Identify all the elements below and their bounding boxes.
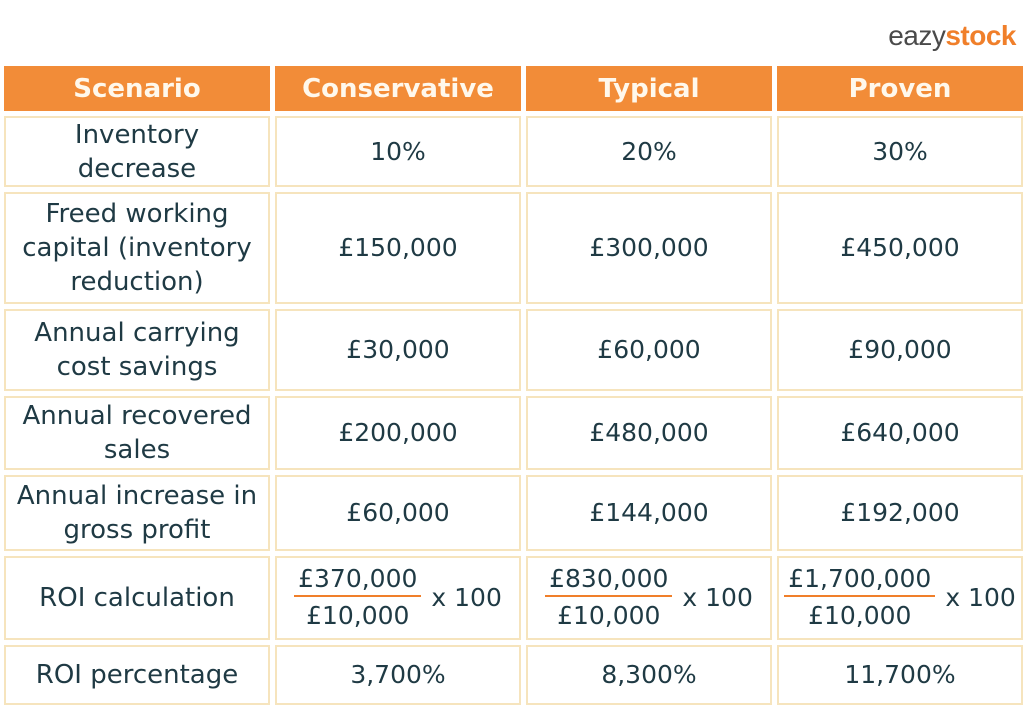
- cell-roi-percentage-typical: 8,300%: [526, 645, 772, 705]
- cell-roi-calculation-typical: [526, 556, 772, 640]
- cell-recovered-sales-conservative: £200,000: [275, 396, 521, 470]
- row-label-inventory-decrease: Inventory decrease: [4, 116, 270, 187]
- cell-freed-working-capital-conservative: £150,000: [275, 192, 521, 304]
- header-proven: Proven: [777, 66, 1023, 111]
- row-label-roi-percentage: ROI percentage: [4, 645, 270, 705]
- row-label-recovered-sales: Annual recovered sales: [4, 396, 270, 470]
- cell-roi-calculation-conservative: [275, 556, 521, 640]
- row-label-roi-calculation: ROI calculation: [4, 556, 270, 640]
- cell-carrying-cost-savings-conservative: £30,000: [275, 309, 521, 391]
- logo-text-stock: stock: [945, 20, 1016, 51]
- header-scenario: Scenario: [4, 66, 270, 111]
- cell-roi-calculation-proven: [777, 556, 1023, 640]
- roi-fraction: [545, 563, 672, 633]
- header-conservative: Conservative: [275, 66, 521, 111]
- cell-inventory-decrease-conservative: 10%: [275, 116, 521, 187]
- cell-carrying-cost-savings-proven: £90,000: [777, 309, 1023, 391]
- row-label-carrying-cost-savings: Annual carrying cost savings: [4, 309, 270, 391]
- roi-multiplier: x 100: [431, 583, 502, 612]
- cell-inventory-decrease-typical: 20%: [526, 116, 772, 187]
- roi-denominator: £10,000: [557, 601, 661, 630]
- roi-fraction: [294, 563, 421, 633]
- roi-numerator: £370,000: [294, 563, 421, 597]
- roi-denominator: £10,000: [808, 601, 912, 630]
- header-typical: Typical: [526, 66, 772, 111]
- roi-multiplier: x 100: [682, 583, 753, 612]
- cell-gross-profit-increase-typical: £144,000: [526, 475, 772, 551]
- logo-text-eazy: eazy: [888, 20, 946, 51]
- roi-numerator: £1,700,000: [784, 563, 935, 597]
- row-label-freed-working-capital: Freed working capital (inventory reduction): [4, 192, 270, 304]
- cell-freed-working-capital-proven: £450,000: [777, 192, 1023, 304]
- cell-gross-profit-increase-proven: £192,000: [777, 475, 1023, 551]
- cell-roi-percentage-proven: 11,700%: [777, 645, 1023, 705]
- row-label-gross-profit-increase: Annual increase in gross profit: [4, 475, 270, 551]
- cell-gross-profit-increase-conservative: £60,000: [275, 475, 521, 551]
- cell-recovered-sales-typical: £480,000: [526, 396, 772, 470]
- roi-fraction: [784, 563, 935, 633]
- roi-numerator: £830,000: [545, 563, 672, 597]
- eazystock-logo: [888, 20, 1016, 52]
- roi-scenario-table: [4, 66, 1022, 710]
- cell-freed-working-capital-typical: £300,000: [526, 192, 772, 304]
- roi-multiplier: x 100: [945, 583, 1016, 612]
- cell-carrying-cost-savings-typical: £60,000: [526, 309, 772, 391]
- cell-recovered-sales-proven: £640,000: [777, 396, 1023, 470]
- roi-denominator: £10,000: [306, 601, 410, 630]
- cell-roi-percentage-conservative: 3,700%: [275, 645, 521, 705]
- cell-inventory-decrease-proven: 30%: [777, 116, 1023, 187]
